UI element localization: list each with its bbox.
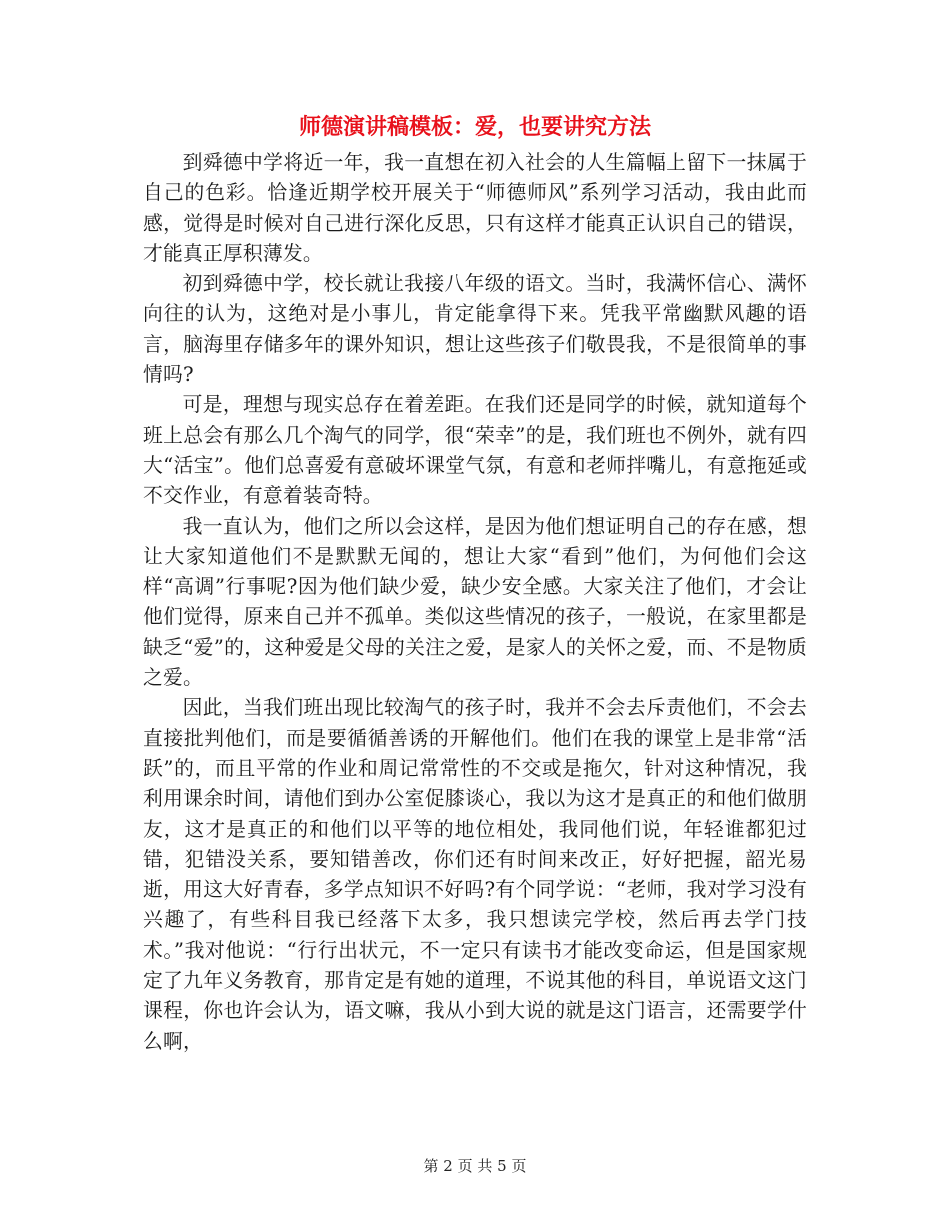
paragraph-2: 初到舜德中学，校长就让我接八年级的语文。当时，我满怀信心、满怀向往的认为，这绝对是小事儿，肯定能拿得下来。凭我平常幽默风趣的语言，脑海里存储多年的课外知识，想让这些孩子们敬畏我，不是很简单的事情吗? [143,272,807,387]
paragraph-1: 到舜德中学将近一年，我一直想在初入社会的人生篇幅上留下一抹属于自己的色彩。恰逢近期学校开展关于“师德师风”系列学习活动，我由此而感，觉得是时候对自己进行深化反思，只有这样才能真正认识自己的错误，才能真正厚积薄发。 [143,151,807,265]
document-body [143,148,807,1057]
document-title: 师德演讲稿模板：爱，也要讲究方法 [298,114,651,140]
paragraph-5: 因此，当我们班出现比较淘气的孩子时，我并不会去斥责他们，不会去直接批判他们，而是要循循善诱的开解他们。他们在我的课堂上是非常“活跃”的，而且平常的作业和周记常常性的不交或是拖欠，针对这种情况，我利用课余时间，请他们到办公室促膝谈心，我以为这才是真正的和他们做朋友，这才是真正的和他们以平等的地位相处，我同他们说，年轻谁都犯过错，犯错没关系，要知错善改，你们还有时间来改正，好好把握，韶光易逝，用这大好青春，多学点知识不好吗?有个同学说：“老师，我对学习没有兴趣了，有些科目我已经落下太多，我只想读完学校，然后再去学门技术。”我对他说：“行行出状元，不一定只有读书才能改变命运，但是国家规定了九年义务教育，那肯定是有她的道理，不说其他的科目，单说语文这门课程，你也许会认为，语文嘛，我从小到大说的就是这门语言，还需要学什么啊， [143,696,807,1053]
page-number-footer: 第 2 页 共 5 页 [423,1157,527,1175]
paragraph-3: 可是，理想与现实总存在着差距。在我们还是同学的时候，就知道每个班上总会有那么几个淘气的同学，很“荣幸”的是，我们班也不例外，就有四大“活宝”。他们总喜爱有意破坏课堂气氛，有意和老师拌嘴儿，有意拖延或不交作业，有意着装奇特。 [143,393,807,508]
paragraph-4: 我一直认为，他们之所以会这样，是因为他们想证明自己的存在感，想让大家知道他们不是默默无闻的，想让大家“看到”他们，为何他们会这样“高调”行事呢?因为他们缺少爱，缺少安全感。大家关注了他们，才会让他们觉得，原来自己并不孤单。类似这些情况的孩子，一般说，在家里都是缺乏“爱”的，这种爱是父母的关注之爱，是家人的关怀之爱，而、不是物质之爱。 [143,514,807,690]
